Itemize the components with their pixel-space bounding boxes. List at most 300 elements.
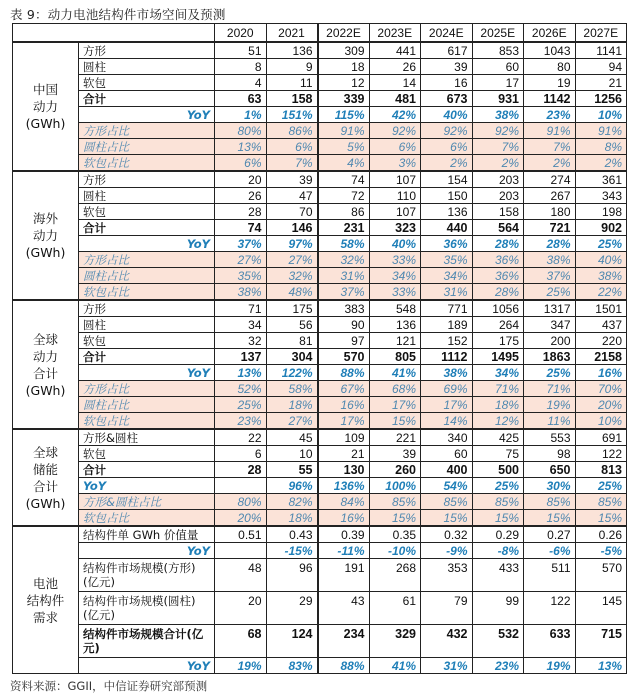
value-cell: 37% <box>318 284 370 301</box>
row-label: 结构件单 GWh 价值量 <box>79 526 215 543</box>
row-label: 软包占比 <box>79 284 215 301</box>
market-table <box>12 23 627 674</box>
value-cell: 234 <box>318 625 370 658</box>
value-cell: 41% <box>369 365 421 381</box>
value-cell: 16% <box>318 510 370 527</box>
value-cell: 340 <box>421 429 473 446</box>
value-cell: 309 <box>318 42 370 59</box>
value-cell: 7% <box>266 155 318 172</box>
row-label: 软包 <box>79 204 215 220</box>
value-cell: 617 <box>421 42 473 59</box>
value-cell: 20% <box>575 397 627 413</box>
value-cell: 70 <box>266 204 318 220</box>
row-label: 软包 <box>79 333 215 349</box>
value-cell: 0.32 <box>421 526 473 543</box>
value-cell: 94 <box>575 59 627 75</box>
value-cell: 1141 <box>575 42 627 59</box>
row-label: 合计 <box>79 462 215 478</box>
value-cell: 42% <box>369 107 421 123</box>
value-cell: 361 <box>575 171 627 188</box>
year-header: 2024E <box>421 24 473 43</box>
row-label: 结构件市场规模(方形)(亿元) <box>79 559 215 592</box>
value-cell: 36% <box>421 236 473 252</box>
value-cell: 75 <box>472 446 524 462</box>
value-cell: 18% <box>266 510 318 527</box>
value-cell: 553 <box>524 429 576 446</box>
value-cell: 203 <box>472 188 524 204</box>
row-label: 方形占比 <box>79 252 215 268</box>
value-cell: 20 <box>215 592 267 625</box>
row-label: 软包 <box>79 75 215 91</box>
table-row <box>13 236 627 252</box>
value-cell: 425 <box>472 429 524 446</box>
value-cell: 74 <box>215 220 267 236</box>
group-label-line: 合计 <box>32 478 58 494</box>
value-cell: 48% <box>266 284 318 301</box>
value-cell: 570 <box>575 559 627 592</box>
value-cell: 158 <box>472 204 524 220</box>
value-cell: 25% <box>575 236 627 252</box>
value-cell: 511 <box>524 559 576 592</box>
value-cell: 16 <box>421 75 473 91</box>
value-cell: 25% <box>472 478 524 494</box>
value-cell: 853 <box>472 42 524 59</box>
table-row <box>13 317 627 333</box>
value-cell: 14% <box>421 413 473 430</box>
value-cell: 52% <box>215 381 267 397</box>
value-cell: 63 <box>215 91 267 107</box>
value-cell: 20 <box>215 171 267 188</box>
row-label: 合计 <box>79 220 215 236</box>
value-cell: 61 <box>369 592 421 625</box>
value-cell: 175 <box>472 333 524 349</box>
value-cell: 71% <box>472 381 524 397</box>
value-cell: 34% <box>369 268 421 284</box>
value-cell: 16% <box>575 365 627 381</box>
value-cell: 400 <box>421 462 473 478</box>
value-cell: 85% <box>421 494 473 510</box>
value-cell: 0.26 <box>575 526 627 543</box>
table-row <box>13 413 627 430</box>
value-cell: 36% <box>472 252 524 268</box>
value-cell: 122% <box>266 365 318 381</box>
value-cell: 260 <box>369 462 421 478</box>
value-cell: 38% <box>215 284 267 301</box>
value-cell: 92% <box>369 123 421 139</box>
value-cell: 68% <box>369 381 421 397</box>
value-cell: 88% <box>318 365 370 381</box>
value-cell: 58% <box>318 236 370 252</box>
value-cell: 14 <box>369 75 421 91</box>
table-row <box>13 592 627 625</box>
value-cell: 58% <box>266 381 318 397</box>
value-cell: -10% <box>369 543 421 559</box>
value-cell: 98 <box>524 446 576 462</box>
table-row <box>13 381 627 397</box>
value-cell: 264 <box>472 317 524 333</box>
value-cell: 15% <box>369 413 421 430</box>
value-cell: -11% <box>318 543 370 559</box>
value-cell: 15% <box>524 510 576 527</box>
group-label-line: 动力 <box>32 99 58 114</box>
row-label: 方形 <box>79 171 215 188</box>
table-row <box>13 252 627 268</box>
value-cell: 68 <box>215 625 267 658</box>
value-cell: 28 <box>215 462 267 478</box>
value-cell: 48 <box>215 559 267 592</box>
table-row <box>13 365 627 381</box>
value-cell: 532 <box>472 625 524 658</box>
value-cell: 1317 <box>524 300 576 317</box>
group-label-line: 全球 <box>32 444 58 460</box>
row-label: 方形&圆柱占比 <box>79 494 215 510</box>
value-cell: -6% <box>524 543 576 559</box>
group-label-line: 结构件 <box>26 592 65 608</box>
value-cell: 34 <box>215 317 267 333</box>
value-cell: 805 <box>369 349 421 365</box>
value-cell: 34% <box>421 268 473 284</box>
value-cell: 0.51 <box>215 526 267 543</box>
year-header: 2027E <box>575 24 627 43</box>
value-cell: 71 <box>215 300 267 317</box>
value-cell: 83% <box>266 658 318 674</box>
header-blank <box>13 24 215 43</box>
row-label: 圆柱占比 <box>79 397 215 413</box>
value-cell: 17% <box>421 397 473 413</box>
value-cell: 31% <box>421 658 473 674</box>
table-row <box>13 220 627 236</box>
value-cell: 67% <box>318 381 370 397</box>
value-cell: 107 <box>369 171 421 188</box>
value-cell: 500 <box>472 462 524 478</box>
table-row <box>13 300 627 317</box>
value-cell: 0.27 <box>524 526 576 543</box>
value-cell: 27% <box>215 252 267 268</box>
value-cell: 11% <box>524 413 576 430</box>
row-label: YoY <box>79 107 215 123</box>
value-cell: 37% <box>524 268 576 284</box>
row-label: 方形 <box>79 300 215 317</box>
value-cell: 0.35 <box>369 526 421 543</box>
value-cell: 4% <box>318 155 370 172</box>
value-cell: 268 <box>369 559 421 592</box>
value-cell: 329 <box>369 625 421 658</box>
value-cell: 26 <box>369 59 421 75</box>
value-cell: 136% <box>318 478 370 494</box>
value-cell: 8% <box>575 139 627 155</box>
value-cell: 6% <box>421 139 473 155</box>
value-cell: 28% <box>472 236 524 252</box>
value-cell: 21 <box>575 75 627 91</box>
value-cell: 99 <box>472 592 524 625</box>
value-cell: 1056 <box>472 300 524 317</box>
value-cell: 7% <box>472 139 524 155</box>
value-cell: -9% <box>421 543 473 559</box>
value-cell: 0.39 <box>318 526 370 543</box>
value-cell: 8 <box>215 59 267 75</box>
table-row <box>13 42 627 59</box>
year-header: 2026E <box>524 24 576 43</box>
value-cell: 74 <box>318 171 370 188</box>
value-cell: 85% <box>524 494 576 510</box>
value-cell: 771 <box>421 300 473 317</box>
value-cell: 2% <box>575 155 627 172</box>
value-cell: 92% <box>421 123 473 139</box>
value-cell: 122 <box>575 446 627 462</box>
table-row <box>13 526 627 543</box>
table-row <box>13 429 627 446</box>
value-cell: 189 <box>421 317 473 333</box>
value-cell: 38% <box>421 365 473 381</box>
value-cell: 91% <box>524 123 576 139</box>
value-cell: 6% <box>369 139 421 155</box>
value-cell: 10% <box>575 107 627 123</box>
value-cell: 80 <box>524 59 576 75</box>
group-label-line: 合计 <box>32 365 58 381</box>
year-header: 2025E <box>472 24 524 43</box>
table-row <box>13 268 627 284</box>
value-cell: 32% <box>266 268 318 284</box>
value-cell: 92% <box>472 123 524 139</box>
value-cell: 198 <box>575 204 627 220</box>
value-cell: 107 <box>369 204 421 220</box>
table-row <box>13 139 627 155</box>
value-cell: 440 <box>421 220 473 236</box>
value-cell: 2% <box>524 155 576 172</box>
value-cell: 25% <box>524 284 576 301</box>
value-cell: 28% <box>472 284 524 301</box>
group-label-line: 动力 <box>32 348 58 364</box>
value-cell: 97 <box>318 333 370 349</box>
value-cell: 1% <box>215 107 267 123</box>
row-label: YoY <box>79 658 215 674</box>
year-header: 2021 <box>266 24 318 43</box>
table-row <box>13 123 627 139</box>
value-cell: 38% <box>472 107 524 123</box>
value-cell: 15% <box>421 510 473 527</box>
value-cell: 1501 <box>575 300 627 317</box>
value-cell: 12 <box>318 75 370 91</box>
value-cell: 180 <box>524 204 576 220</box>
value-cell: 88% <box>318 658 370 674</box>
value-cell: 40% <box>421 107 473 123</box>
value-cell: 152 <box>421 333 473 349</box>
value-cell: 267 <box>524 188 576 204</box>
row-label: 结构件市场规模(圆柱)(亿元) <box>79 592 215 625</box>
row-group-label <box>13 171 79 300</box>
group-label-line: 储能 <box>32 461 58 477</box>
value-cell: 673 <box>421 91 473 107</box>
value-cell: 17% <box>318 413 370 430</box>
value-cell: 191 <box>318 559 370 592</box>
value-cell: 200 <box>524 333 576 349</box>
value-cell: 2% <box>421 155 473 172</box>
row-label: YoY <box>79 543 215 559</box>
row-label: 方形 <box>79 42 215 59</box>
value-cell: 12% <box>472 413 524 430</box>
value-cell: 145 <box>575 592 627 625</box>
value-cell: 122 <box>524 592 576 625</box>
row-label: 软包占比 <box>79 155 215 172</box>
table-row <box>13 155 627 172</box>
group-label-line: (GWh) <box>25 495 66 511</box>
value-cell: 38% <box>524 252 576 268</box>
value-cell: 86% <box>266 123 318 139</box>
value-cell: 221 <box>369 429 421 446</box>
value-cell: 34% <box>472 365 524 381</box>
value-cell: 1142 <box>524 91 576 107</box>
value-cell: 136 <box>266 42 318 59</box>
value-cell: 43 <box>318 592 370 625</box>
value-cell: 304 <box>266 349 318 365</box>
value-cell: 10 <box>266 446 318 462</box>
value-cell: 28 <box>215 204 267 220</box>
group-label-line: (GWh) <box>25 245 66 260</box>
value-cell: 22 <box>215 429 267 446</box>
value-cell: 146 <box>266 220 318 236</box>
row-label: YoY <box>79 478 215 494</box>
table-row <box>13 204 627 220</box>
value-cell: 51 <box>215 42 267 59</box>
value-cell: 29 <box>266 592 318 625</box>
value-cell: 343 <box>575 188 627 204</box>
value-cell: 100% <box>369 478 421 494</box>
value-cell: 136 <box>369 317 421 333</box>
table-row <box>13 559 627 592</box>
table-row <box>13 107 627 123</box>
value-cell: 2% <box>472 155 524 172</box>
value-cell: 13% <box>215 139 267 155</box>
value-cell: 650 <box>524 462 576 478</box>
value-cell: 481 <box>369 91 421 107</box>
value-cell: 32% <box>318 252 370 268</box>
value-cell: 85% <box>472 494 524 510</box>
value-cell: 15% <box>369 510 421 527</box>
value-cell: 19% <box>524 658 576 674</box>
table-row <box>13 188 627 204</box>
value-cell: 109 <box>318 429 370 446</box>
value-cell: 691 <box>575 429 627 446</box>
value-cell: 33% <box>369 284 421 301</box>
row-label: 结构件市场规模合计(亿元) <box>79 625 215 658</box>
value-cell: 17 <box>472 75 524 91</box>
table-row <box>13 59 627 75</box>
value-cell: 633 <box>524 625 576 658</box>
value-cell: 79 <box>421 592 473 625</box>
value-cell: 721 <box>524 220 576 236</box>
value-cell: 220 <box>575 333 627 349</box>
value-cell: 715 <box>575 625 627 658</box>
value-cell: 231 <box>318 220 370 236</box>
header-row <box>13 24 627 43</box>
row-label: 圆柱占比 <box>79 268 215 284</box>
value-cell: 383 <box>318 300 370 317</box>
value-cell: 70% <box>575 381 627 397</box>
group-label-line: 海外 <box>32 211 58 226</box>
value-cell: 931 <box>472 91 524 107</box>
value-cell: 0.43 <box>266 526 318 543</box>
value-cell: 15% <box>575 510 627 527</box>
row-group-label <box>13 526 79 674</box>
value-cell: 39 <box>266 171 318 188</box>
value-cell: 1863 <box>524 349 576 365</box>
value-cell: 25% <box>524 365 576 381</box>
value-cell: 6% <box>215 155 267 172</box>
value-cell: 432 <box>421 625 473 658</box>
value-cell: -15% <box>266 543 318 559</box>
value-cell: 13% <box>575 658 627 674</box>
source-note: 资料来源：GGII，中信证券研究部预测 <box>10 679 208 693</box>
value-cell: 6 <box>215 446 267 462</box>
value-cell: 71% <box>524 381 576 397</box>
table-row <box>13 462 627 478</box>
value-cell: 30% <box>524 478 576 494</box>
value-cell: -8% <box>472 543 524 559</box>
value-cell: 96% <box>266 478 318 494</box>
value-cell: 137 <box>215 349 267 365</box>
value-cell: 60 <box>421 446 473 462</box>
row-label: 方形占比 <box>79 381 215 397</box>
value-cell: 158 <box>266 91 318 107</box>
row-label: 软包 <box>79 446 215 462</box>
table-row <box>13 625 627 658</box>
row-group-label <box>13 429 79 526</box>
year-header: 2023E <box>369 24 421 43</box>
value-cell: 150 <box>421 188 473 204</box>
value-cell: 347 <box>524 317 576 333</box>
value-cell: 564 <box>472 220 524 236</box>
value-cell: 47 <box>266 188 318 204</box>
value-cell: 1495 <box>472 349 524 365</box>
value-cell: 20% <box>215 510 267 527</box>
value-cell: 136 <box>421 204 473 220</box>
value-cell: 121 <box>369 333 421 349</box>
value-cell: 18% <box>472 397 524 413</box>
row-label: 圆柱 <box>79 317 215 333</box>
table-row <box>13 397 627 413</box>
value-cell: 32 <box>215 333 267 349</box>
value-cell: 80% <box>215 123 267 139</box>
value-cell: 13% <box>215 365 267 381</box>
group-label-line: 全球 <box>32 331 58 347</box>
table-row <box>13 333 627 349</box>
value-cell: 548 <box>369 300 421 317</box>
group-label-line: 需求 <box>32 609 58 625</box>
value-cell: 3% <box>369 155 421 172</box>
value-cell: 353 <box>421 559 473 592</box>
value-cell: 81 <box>266 333 318 349</box>
value-cell: 151% <box>266 107 318 123</box>
row-label: 合计 <box>79 91 215 107</box>
table-title: 表 9：动力电池结构件市场空间及预测 <box>10 7 226 22</box>
value-cell: 27% <box>266 413 318 430</box>
value-cell: 18 <box>318 59 370 75</box>
value-cell: 19% <box>524 397 576 413</box>
value-cell: 2158 <box>575 349 627 365</box>
value-cell: 33% <box>369 252 421 268</box>
table-row <box>13 91 627 107</box>
row-label: 软包占比 <box>79 413 215 430</box>
value-cell: 55 <box>266 462 318 478</box>
value-cell: 1112 <box>421 349 473 365</box>
value-cell: 23% <box>215 413 267 430</box>
value-cell: 1256 <box>575 91 627 107</box>
group-label-line: (GWh) <box>25 382 66 398</box>
row-label: 圆柱占比 <box>79 139 215 155</box>
value-cell: 69% <box>421 381 473 397</box>
table-row <box>13 494 627 510</box>
value-cell: 86 <box>318 204 370 220</box>
